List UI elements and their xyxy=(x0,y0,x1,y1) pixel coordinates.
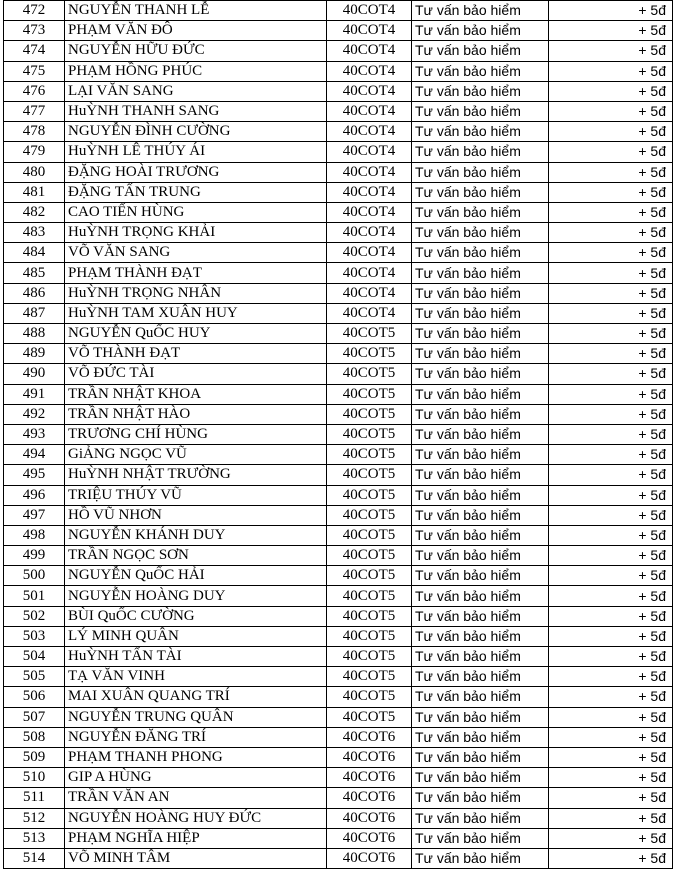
row-number-cell: 496 xyxy=(4,485,65,505)
activity-cell: Tư vấn bảo hiểm xyxy=(412,485,549,505)
points-cell: + 5đ xyxy=(549,101,673,121)
student-name-cell: NGUYỄN QuỐC HẢI xyxy=(65,566,327,586)
row-number-cell: 479 xyxy=(4,142,65,162)
points-cell: + 5đ xyxy=(549,465,673,485)
class-code-cell: 40COT5 xyxy=(327,647,412,667)
activity-cell: Tư vấn bảo hiểm xyxy=(412,445,549,465)
row-number-cell: 494 xyxy=(4,445,65,465)
row-number-cell: 474 xyxy=(4,41,65,61)
class-code-cell: 40COT5 xyxy=(327,546,412,566)
student-name-cell: ĐẶNG TẤN TRUNG xyxy=(65,182,327,202)
class-code-cell: 40COT4 xyxy=(327,303,412,323)
activity-cell: Tư vấn bảo hiểm xyxy=(412,263,549,283)
row-number-cell: 511 xyxy=(4,788,65,808)
points-cell: + 5đ xyxy=(549,263,673,283)
table-row xyxy=(4,202,673,222)
table-row xyxy=(4,768,673,788)
activity-cell: Tư vấn bảo hiểm xyxy=(412,626,549,646)
points-cell: + 5đ xyxy=(549,707,673,727)
student-name-cell: HuỲNH TRỌNG NHÂN xyxy=(65,283,327,303)
points-cell: + 5đ xyxy=(549,122,673,142)
class-code-cell: 40COT5 xyxy=(327,364,412,384)
student-name-cell: VÕ ĐỨC TÀI xyxy=(65,364,327,384)
row-number-cell: 504 xyxy=(4,647,65,667)
table-row xyxy=(4,81,673,101)
row-number-cell: 482 xyxy=(4,202,65,222)
activity-cell: Tư vấn bảo hiểm xyxy=(412,243,549,263)
table-row xyxy=(4,324,673,344)
student-name-cell: NGUYỄN HỮU ĐỨC xyxy=(65,41,327,61)
activity-cell: Tư vấn bảo hiểm xyxy=(412,424,549,444)
table-row xyxy=(4,162,673,182)
student-name-cell: HuỲNH THANH SANG xyxy=(65,101,327,121)
row-number-cell: 510 xyxy=(4,768,65,788)
activity-cell: Tư vấn bảo hiểm xyxy=(412,122,549,142)
class-code-cell: 40COT5 xyxy=(327,525,412,545)
table-row xyxy=(4,788,673,808)
points-cell: + 5đ xyxy=(549,41,673,61)
row-number-cell: 483 xyxy=(4,223,65,243)
row-number-cell: 487 xyxy=(4,303,65,323)
class-code-cell: 40COT4 xyxy=(327,122,412,142)
student-name-cell: HuỲNH TRỌNG KHẢI xyxy=(65,223,327,243)
student-name-cell: TRẦN VĂN AN xyxy=(65,788,327,808)
class-code-cell: 40COT5 xyxy=(327,586,412,606)
student-name-cell: HỒ VŨ NHƠN xyxy=(65,505,327,525)
row-number-cell: 512 xyxy=(4,808,65,828)
class-code-cell: 40COT5 xyxy=(327,687,412,707)
points-cell: + 5đ xyxy=(549,848,673,868)
row-number-cell: 497 xyxy=(4,505,65,525)
class-code-cell: 40COT5 xyxy=(327,324,412,344)
activity-cell: Tư vấn bảo hiểm xyxy=(412,21,549,41)
activity-cell: Tư vấn bảo hiểm xyxy=(412,768,549,788)
row-number-cell: 509 xyxy=(4,747,65,767)
student-name-cell: NGUYỄN QuỐC HUY xyxy=(65,324,327,344)
activity-cell: Tư vấn bảo hiểm xyxy=(412,525,549,545)
student-name-cell: GIP A HÙNG xyxy=(65,768,327,788)
table-row xyxy=(4,586,673,606)
student-name-cell: NGUYỄN TRUNG QUÂN xyxy=(65,707,327,727)
row-number-cell: 506 xyxy=(4,687,65,707)
class-code-cell: 40COT4 xyxy=(327,41,412,61)
student-name-cell: PHẠM NGHĨA HIỆP xyxy=(65,828,327,848)
row-number-cell: 502 xyxy=(4,606,65,626)
row-number-cell: 472 xyxy=(4,1,65,21)
class-code-cell: 40COT5 xyxy=(327,566,412,586)
activity-cell: Tư vấn bảo hiểm xyxy=(412,303,549,323)
class-code-cell: 40COT5 xyxy=(327,465,412,485)
student-name-cell: TRẦN NHẬT HÀO xyxy=(65,404,327,424)
class-code-cell: 40COT4 xyxy=(327,61,412,81)
row-number-cell: 489 xyxy=(4,344,65,364)
class-code-cell: 40COT4 xyxy=(327,263,412,283)
class-code-cell: 40COT4 xyxy=(327,81,412,101)
points-cell: + 5đ xyxy=(549,566,673,586)
points-cell: + 5đ xyxy=(549,828,673,848)
points-cell: + 5đ xyxy=(549,808,673,828)
class-code-cell: 40COT4 xyxy=(327,283,412,303)
table-row xyxy=(4,344,673,364)
class-code-cell: 40COT6 xyxy=(327,828,412,848)
table-row xyxy=(4,626,673,646)
student-name-cell: VÕ VĂN SANG xyxy=(65,243,327,263)
class-code-cell: 40COT5 xyxy=(327,445,412,465)
points-cell: + 5đ xyxy=(549,324,673,344)
student-points-table xyxy=(3,0,673,869)
class-code-cell: 40COT5 xyxy=(327,485,412,505)
class-code-cell: 40COT5 xyxy=(327,344,412,364)
activity-cell: Tư vấn bảo hiểm xyxy=(412,324,549,344)
points-cell: + 5đ xyxy=(549,606,673,626)
activity-cell: Tư vấn bảo hiểm xyxy=(412,727,549,747)
row-number-cell: 513 xyxy=(4,828,65,848)
table-row xyxy=(4,505,673,525)
table-row xyxy=(4,808,673,828)
row-number-cell: 507 xyxy=(4,707,65,727)
points-cell: + 5đ xyxy=(549,182,673,202)
row-number-cell: 500 xyxy=(4,566,65,586)
row-number-cell: 498 xyxy=(4,525,65,545)
class-code-cell: 40COT5 xyxy=(327,606,412,626)
table-row xyxy=(4,61,673,81)
table-row xyxy=(4,546,673,566)
row-number-cell: 503 xyxy=(4,626,65,646)
table-row xyxy=(4,404,673,424)
student-name-cell: PHẠM THANH PHONG xyxy=(65,747,327,767)
activity-cell: Tư vấn bảo hiểm xyxy=(412,566,549,586)
activity-cell: Tư vấn bảo hiểm xyxy=(412,182,549,202)
class-code-cell: 40COT5 xyxy=(327,424,412,444)
student-name-cell: BÙI QuỐC CƯỜNG xyxy=(65,606,327,626)
points-cell: + 5đ xyxy=(549,768,673,788)
student-name-cell: NGUYỄN HOÀNG HUY ĐỨC xyxy=(65,808,327,828)
student-name-cell: TRẦN NGỌC SƠN xyxy=(65,546,327,566)
row-number-cell: 493 xyxy=(4,424,65,444)
student-name-cell: NGUYỄN ĐĂNG TRÍ xyxy=(65,727,327,747)
row-number-cell: 514 xyxy=(4,848,65,868)
student-name-cell: GiẢNG NGỌC VŨ xyxy=(65,445,327,465)
row-number-cell: 477 xyxy=(4,101,65,121)
table-row xyxy=(4,182,673,202)
table-row xyxy=(4,727,673,747)
activity-cell: Tư vấn bảo hiểm xyxy=(412,162,549,182)
activity-cell: Tư vấn bảo hiểm xyxy=(412,61,549,81)
student-name-cell: NGUYỄN ĐÌNH CƯỜNG xyxy=(65,122,327,142)
points-cell: + 5đ xyxy=(549,525,673,545)
table-row xyxy=(4,606,673,626)
student-name-cell: TRIỆU THÚY VŨ xyxy=(65,485,327,505)
student-name-cell: PHẠM HỒNG PHÚC xyxy=(65,61,327,81)
table-row xyxy=(4,223,673,243)
row-number-cell: 505 xyxy=(4,667,65,687)
points-cell: + 5đ xyxy=(549,404,673,424)
activity-cell: Tư vấn bảo hiểm xyxy=(412,202,549,222)
points-cell: + 5đ xyxy=(549,142,673,162)
class-code-cell: 40COT6 xyxy=(327,788,412,808)
table-row xyxy=(4,485,673,505)
class-code-cell: 40COT4 xyxy=(327,21,412,41)
points-cell: + 5đ xyxy=(549,485,673,505)
table-row xyxy=(4,243,673,263)
table-row xyxy=(4,445,673,465)
student-name-cell: MAI XUÂN QUANG TRÍ xyxy=(65,687,327,707)
row-number-cell: 484 xyxy=(4,243,65,263)
table-row xyxy=(4,101,673,121)
points-cell: + 5đ xyxy=(549,162,673,182)
student-name-cell: NGUYỄN KHÁNH DUY xyxy=(65,525,327,545)
table-row xyxy=(4,465,673,485)
table-row xyxy=(4,424,673,444)
class-code-cell: 40COT6 xyxy=(327,808,412,828)
class-code-cell: 40COT4 xyxy=(327,223,412,243)
class-code-cell: 40COT6 xyxy=(327,727,412,747)
activity-cell: Tư vấn bảo hiểm xyxy=(412,828,549,848)
row-number-cell: 478 xyxy=(4,122,65,142)
student-name-cell: PHẠM THÀNH ĐẠT xyxy=(65,263,327,283)
row-number-cell: 473 xyxy=(4,21,65,41)
student-name-cell: NGUYỄN HOÀNG DUY xyxy=(65,586,327,606)
activity-cell: Tư vấn bảo hiểm xyxy=(412,142,549,162)
class-code-cell: 40COT5 xyxy=(327,384,412,404)
table-row xyxy=(4,41,673,61)
activity-cell: Tư vấn bảo hiểm xyxy=(412,465,549,485)
class-code-cell: 40COT4 xyxy=(327,182,412,202)
table-row xyxy=(4,303,673,323)
row-number-cell: 492 xyxy=(4,404,65,424)
student-name-cell: CAO TIẾN HÙNG xyxy=(65,202,327,222)
points-cell: + 5đ xyxy=(549,727,673,747)
activity-cell: Tư vấn bảo hiểm xyxy=(412,747,549,767)
class-code-cell: 40COT6 xyxy=(327,747,412,767)
points-cell: + 5đ xyxy=(549,586,673,606)
activity-cell: Tư vấn bảo hiểm xyxy=(412,606,549,626)
class-code-cell: 40COT6 xyxy=(327,848,412,868)
activity-cell: Tư vấn bảo hiểm xyxy=(412,101,549,121)
table-row xyxy=(4,283,673,303)
points-cell: + 5đ xyxy=(549,364,673,384)
student-name-cell: VÕ THÀNH ĐẠT xyxy=(65,344,327,364)
table-row xyxy=(4,142,673,162)
row-number-cell: 490 xyxy=(4,364,65,384)
row-number-cell: 476 xyxy=(4,81,65,101)
class-code-cell: 40COT5 xyxy=(327,667,412,687)
activity-cell: Tư vấn bảo hiểm xyxy=(412,808,549,828)
activity-cell: Tư vấn bảo hiểm xyxy=(412,707,549,727)
class-code-cell: 40COT5 xyxy=(327,505,412,525)
student-name-cell: NGUYỄN THANH LỄ xyxy=(65,1,327,21)
class-code-cell: 40COT6 xyxy=(327,768,412,788)
row-number-cell: 488 xyxy=(4,324,65,344)
class-code-cell: 40COT4 xyxy=(327,1,412,21)
table-row xyxy=(4,364,673,384)
student-name-cell: TRẦN NHẬT KHOA xyxy=(65,384,327,404)
activity-cell: Tư vấn bảo hiểm xyxy=(412,364,549,384)
row-number-cell: 508 xyxy=(4,727,65,747)
points-cell: + 5đ xyxy=(549,344,673,364)
points-cell: + 5đ xyxy=(549,424,673,444)
student-name-cell: HuỲNH NHẬT TRƯỜNG xyxy=(65,465,327,485)
points-cell: + 5đ xyxy=(549,546,673,566)
points-cell: + 5đ xyxy=(549,303,673,323)
table-row xyxy=(4,828,673,848)
activity-cell: Tư vấn bảo hiểm xyxy=(412,404,549,424)
points-cell: + 5đ xyxy=(549,81,673,101)
table-row xyxy=(4,667,673,687)
activity-cell: Tư vấn bảo hiểm xyxy=(412,283,549,303)
class-code-cell: 40COT4 xyxy=(327,243,412,263)
points-cell: + 5đ xyxy=(549,202,673,222)
row-number-cell: 480 xyxy=(4,162,65,182)
activity-cell: Tư vấn bảo hiểm xyxy=(412,384,549,404)
table-row xyxy=(4,747,673,767)
activity-cell: Tư vấn bảo hiểm xyxy=(412,586,549,606)
class-code-cell: 40COT4 xyxy=(327,202,412,222)
student-name-cell: LẠI VĂN SANG xyxy=(65,81,327,101)
table-row xyxy=(4,21,673,41)
activity-cell: Tư vấn bảo hiểm xyxy=(412,41,549,61)
table-row xyxy=(4,384,673,404)
student-name-cell: ĐẶNG HOÀI TRƯƠNG xyxy=(65,162,327,182)
student-name-cell: HuỲNH TẤN TÀI xyxy=(65,647,327,667)
points-cell: + 5đ xyxy=(549,283,673,303)
activity-cell: Tư vấn bảo hiểm xyxy=(412,848,549,868)
points-cell: + 5đ xyxy=(549,667,673,687)
row-number-cell: 475 xyxy=(4,61,65,81)
class-code-cell: 40COT4 xyxy=(327,162,412,182)
activity-cell: Tư vấn bảo hiểm xyxy=(412,647,549,667)
student-name-cell: TẠ VĂN VINH xyxy=(65,667,327,687)
points-cell: + 5đ xyxy=(549,505,673,525)
row-number-cell: 485 xyxy=(4,263,65,283)
points-cell: + 5đ xyxy=(549,223,673,243)
student-name-cell: HuỲNH TAM XUÂN HUY xyxy=(65,303,327,323)
table-row xyxy=(4,687,673,707)
table-row xyxy=(4,525,673,545)
student-name-cell: TRƯƠNG CHÍ HÙNG xyxy=(65,424,327,444)
activity-cell: Tư vấn bảo hiểm xyxy=(412,667,549,687)
activity-cell: Tư vấn bảo hiểm xyxy=(412,788,549,808)
points-cell: + 5đ xyxy=(549,445,673,465)
student-name-cell: LÝ MINH QUÂN xyxy=(65,626,327,646)
table-row xyxy=(4,848,673,868)
points-cell: + 5đ xyxy=(549,384,673,404)
points-cell: + 5đ xyxy=(549,788,673,808)
student-name-cell: PHẠM VĂN ĐÔ xyxy=(65,21,327,41)
table-row xyxy=(4,707,673,727)
class-code-cell: 40COT5 xyxy=(327,404,412,424)
student-name-cell: HuỲNH LÊ THÚY ÁI xyxy=(65,142,327,162)
activity-cell: Tư vấn bảo hiểm xyxy=(412,687,549,707)
class-code-cell: 40COT4 xyxy=(327,142,412,162)
student-name-cell: VÕ MINH TÂM xyxy=(65,848,327,868)
table-body xyxy=(4,1,673,869)
activity-cell: Tư vấn bảo hiểm xyxy=(412,81,549,101)
class-code-cell: 40COT5 xyxy=(327,626,412,646)
points-cell: + 5đ xyxy=(549,626,673,646)
activity-cell: Tư vấn bảo hiểm xyxy=(412,223,549,243)
row-number-cell: 491 xyxy=(4,384,65,404)
activity-cell: Tư vấn bảo hiểm xyxy=(412,1,549,21)
row-number-cell: 486 xyxy=(4,283,65,303)
points-cell: + 5đ xyxy=(549,747,673,767)
activity-cell: Tư vấn bảo hiểm xyxy=(412,344,549,364)
table-row xyxy=(4,263,673,283)
row-number-cell: 501 xyxy=(4,586,65,606)
class-code-cell: 40COT4 xyxy=(327,101,412,121)
row-number-cell: 481 xyxy=(4,182,65,202)
points-cell: + 5đ xyxy=(549,21,673,41)
points-cell: + 5đ xyxy=(549,687,673,707)
table-row xyxy=(4,122,673,142)
row-number-cell: 499 xyxy=(4,546,65,566)
points-cell: + 5đ xyxy=(549,61,673,81)
activity-cell: Tư vấn bảo hiểm xyxy=(412,546,549,566)
table-row xyxy=(4,1,673,21)
row-number-cell: 495 xyxy=(4,465,65,485)
table-row xyxy=(4,566,673,586)
table-row xyxy=(4,647,673,667)
class-code-cell: 40COT5 xyxy=(327,707,412,727)
points-cell: + 5đ xyxy=(549,243,673,263)
points-cell: + 5đ xyxy=(549,647,673,667)
activity-cell: Tư vấn bảo hiểm xyxy=(412,505,549,525)
points-cell: + 5đ xyxy=(549,1,673,21)
